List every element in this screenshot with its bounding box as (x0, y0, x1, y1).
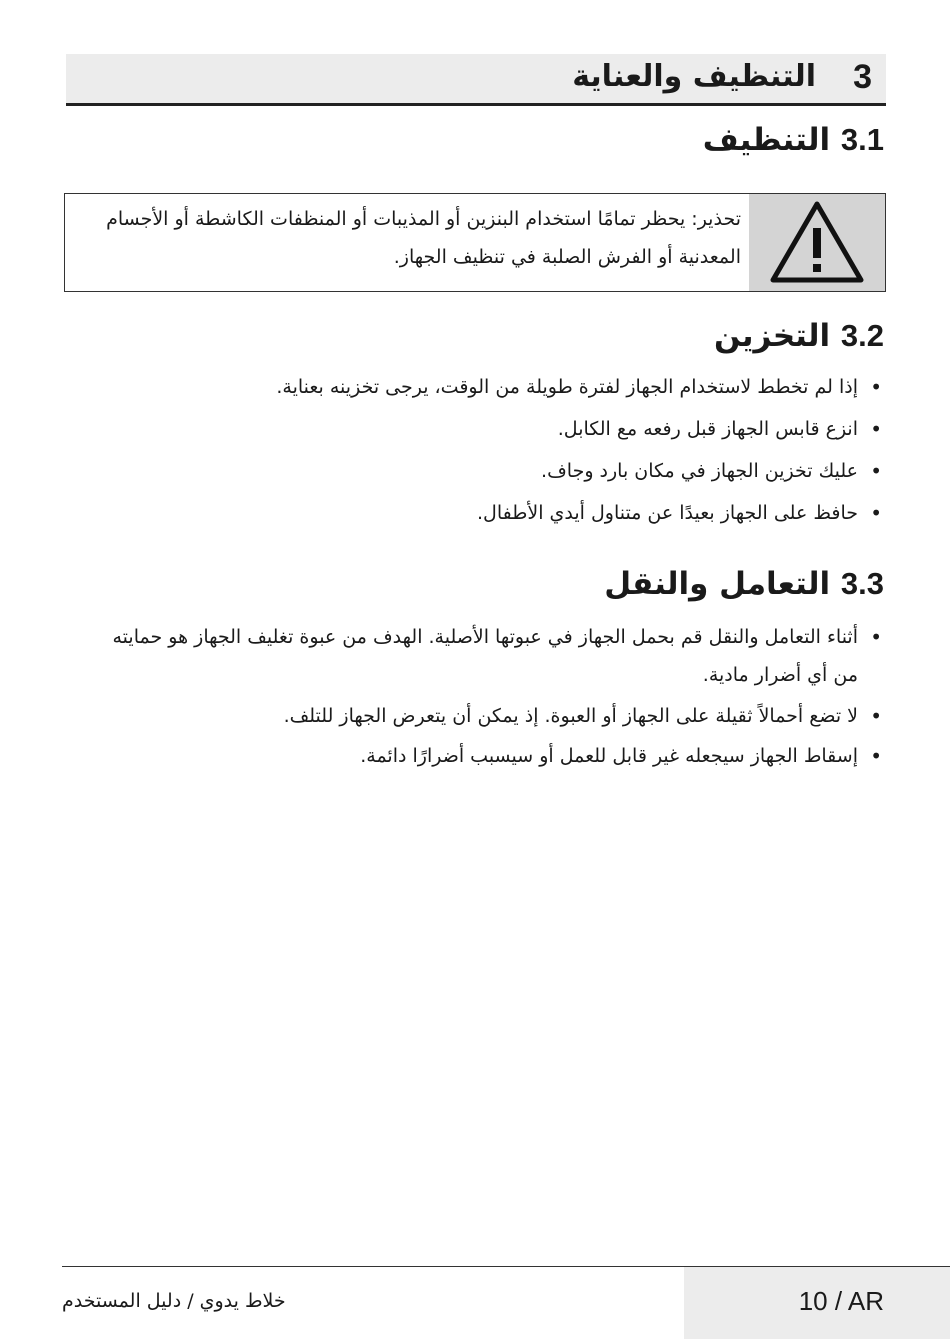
warning-box (64, 193, 886, 292)
section-number: 3.1 (840, 122, 884, 157)
bullet-icon: • (870, 625, 882, 649)
warning-line: تحذير: يحظر تمامًا استخدام البنزين أو المذيبات أو المنظفات الكاشطة أو الأجسام (106, 208, 741, 230)
chapter-title: التنظيف والعناية (572, 59, 816, 94)
warning-line: المعدنية أو الفرش الصلبة في تنظيف الجهاز. (393, 246, 741, 268)
section-heading-cleaning (703, 122, 884, 158)
list-item-text: إسقاط الجهاز سيجعله غير قابل للعمل أو سيسبب أضرارًا دائمة. (360, 745, 858, 767)
section-title: التنظيف (702, 122, 831, 158)
bullet-icon: • (870, 704, 882, 728)
list-item (54, 409, 884, 449)
warning-icon-cell (749, 194, 885, 291)
section-heading-storage (714, 318, 884, 354)
warning-text (71, 200, 741, 276)
section-number: 3.3 (840, 566, 884, 601)
list-item (24, 696, 884, 736)
list-item-text: انزع قابس الجهاز قبل رفعه مع الكابل. (557, 418, 858, 440)
list-item (54, 367, 884, 407)
footer-title: خلاط يدوي / دليل المستخدم (62, 1290, 286, 1312)
section-title: التعامل والنقل (604, 566, 831, 602)
chapter-header (66, 54, 886, 106)
section-number: 3.2 (840, 318, 884, 353)
warning-triangle-icon (769, 200, 865, 284)
section-title: التخزين (714, 318, 831, 354)
list-item (24, 618, 884, 694)
handling-list (24, 618, 884, 776)
list-item (24, 736, 884, 776)
bullet-icon: • (870, 375, 882, 399)
page-number: 10 / AR (798, 1286, 884, 1316)
list-item-text: حافظ على الجهاز بعيدًا عن متناول أيدي الأطفال. (477, 502, 858, 524)
bullet-icon: • (870, 501, 882, 525)
storage-list (54, 367, 884, 533)
list-item-text: لا تضع أحمالاً ثقيلة على الجهاز أو العبوة. إذ يمكن أن يتعرض الجهاز للتلف. (283, 705, 858, 727)
list-item-text: من أي أضرار مادية. (702, 664, 858, 686)
list-item-text: إذا لم تخطط لاستخدام الجهاز لفترة طويلة من الوقت، يرجى تخزينه بعناية. (276, 376, 858, 398)
bullet-icon: • (870, 744, 882, 768)
list-item-text: أثناء التعامل والنقل قم بحمل الجهاز في عبوتها الأصلية. الهدف من عبوة تغليف الجهاز هو حمايته (112, 626, 858, 648)
section-heading-handling (604, 566, 884, 602)
list-item-text: عليك تخزين الجهاز في مكان بارد وجاف. (541, 460, 858, 482)
bullet-icon: • (870, 459, 882, 483)
list-item (54, 493, 884, 533)
chapter-number: 3 (853, 58, 872, 96)
list-item (54, 451, 884, 491)
bullet-icon: • (870, 417, 882, 441)
